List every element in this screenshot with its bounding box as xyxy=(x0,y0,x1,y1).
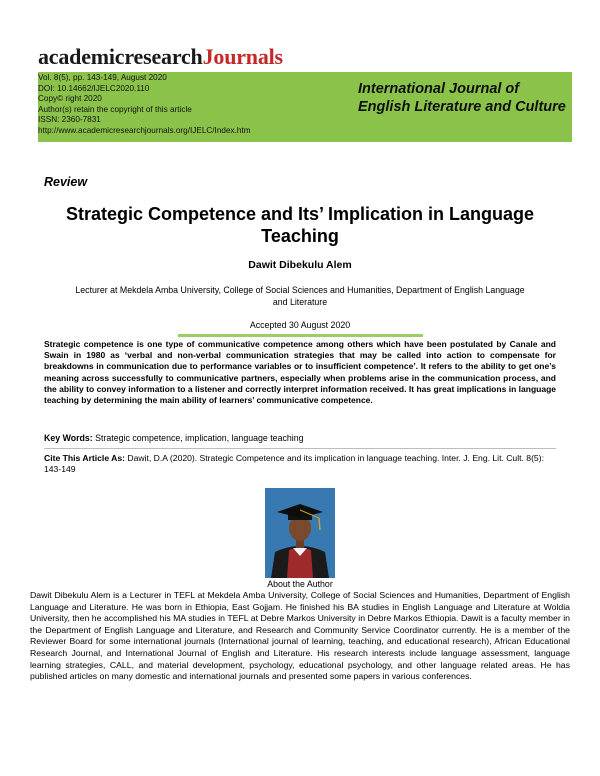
author-affiliation: Lecturer at Mekdela Amba University, College of Social Sciences and Humanities, Department of English Language and Literature xyxy=(75,285,525,307)
volume-line: Vol. 8(5), pp. 143-149, August 2020 xyxy=(38,73,167,82)
issn-line: ISSN: 2360-7831 xyxy=(38,115,101,124)
photo-caption: About the Author xyxy=(267,579,333,589)
keywords-value: Strategic competence, implication, language teaching xyxy=(95,433,304,443)
article-type-label: Review xyxy=(44,175,88,189)
publisher-logo xyxy=(38,44,283,70)
cite-value: Dawit, D.A (2020). Strategic Competence and its implication in language teaching. Inter. J. Eng. Lit. Cult. 8(5): 143-149 xyxy=(44,453,544,475)
accepted-date: Accepted 30 August 2020 xyxy=(249,320,351,330)
abstract-text: Strategic competence is one type of communicative competence among others which have been postulated by Canale and Swain in 1980 as ‘verbal and non-verbal communication strategies that may be called into action to compensate for breakdowns in communication due to performance variables or to insufficient competence’. It refers to the ability to get one’s meaning across successfully to communicative partners, especially when problems arise in the communication process, and the ability to convey information to a listener and correctly interpret information received. It has great implications in language teaching by determining the main ability of learners’ communicative competence. xyxy=(44,339,556,406)
citation-block xyxy=(44,453,556,475)
article-title: Strategic Competence and Its’ Implication in Language Teaching xyxy=(65,204,535,246)
cite-divider xyxy=(44,448,556,449)
keywords-label: Key Words: xyxy=(44,433,93,443)
author-name: Dawit Dibekulu Alem xyxy=(248,259,352,271)
abstract-divider xyxy=(178,334,423,337)
journal-title: International Journal of English Literature and Culture xyxy=(358,81,566,115)
keywords-line xyxy=(44,433,556,443)
cite-label: Cite This Article As: xyxy=(44,453,126,463)
doi-line: DOI: 10.14662/IJELC2020.110 xyxy=(38,83,150,93)
rights-line: Author(s) retain the copyright of this article xyxy=(38,104,192,114)
article-meta-block xyxy=(38,73,338,136)
author-biography: Dawit Dibekulu Alem is a Lecturer in TEFL at Mekdela Amba University, College of Social Sciences and Humanities, Department of English Language and Literature. He was born in Ethiopia, East Gojjam. He finished his BA studies in English Language and Literature at Woldia University, then he accomplished his MA studies in TEFL at Debre Markos University in Debre Markos Ethiopia. Dawit is a faculty member in the Department of English Language and Literature, and Research and Community Service Coordinator currently. He is a member of the Reviewer Board for some international journals (International journal of learning, teaching, and educational research), African Educational Research Journal, and International Journal of English and Literature. His research interests include language assessment, language learning strategies, CALL, and material development, psychology, educational psychology, and other language related areas. He has published articles on many domestic and international journals and presented some papers in various conferences. xyxy=(30,590,570,682)
logo-text-accent: Journals xyxy=(202,44,283,69)
journal-url-link[interactable]: http://www.academicresearchjournals.org/IJELC/Index.htm xyxy=(38,125,251,135)
copyright-line: Copy© right 2020 xyxy=(38,94,102,103)
author-photo xyxy=(265,488,335,578)
logo-text-primary: academicresearch xyxy=(38,44,203,69)
